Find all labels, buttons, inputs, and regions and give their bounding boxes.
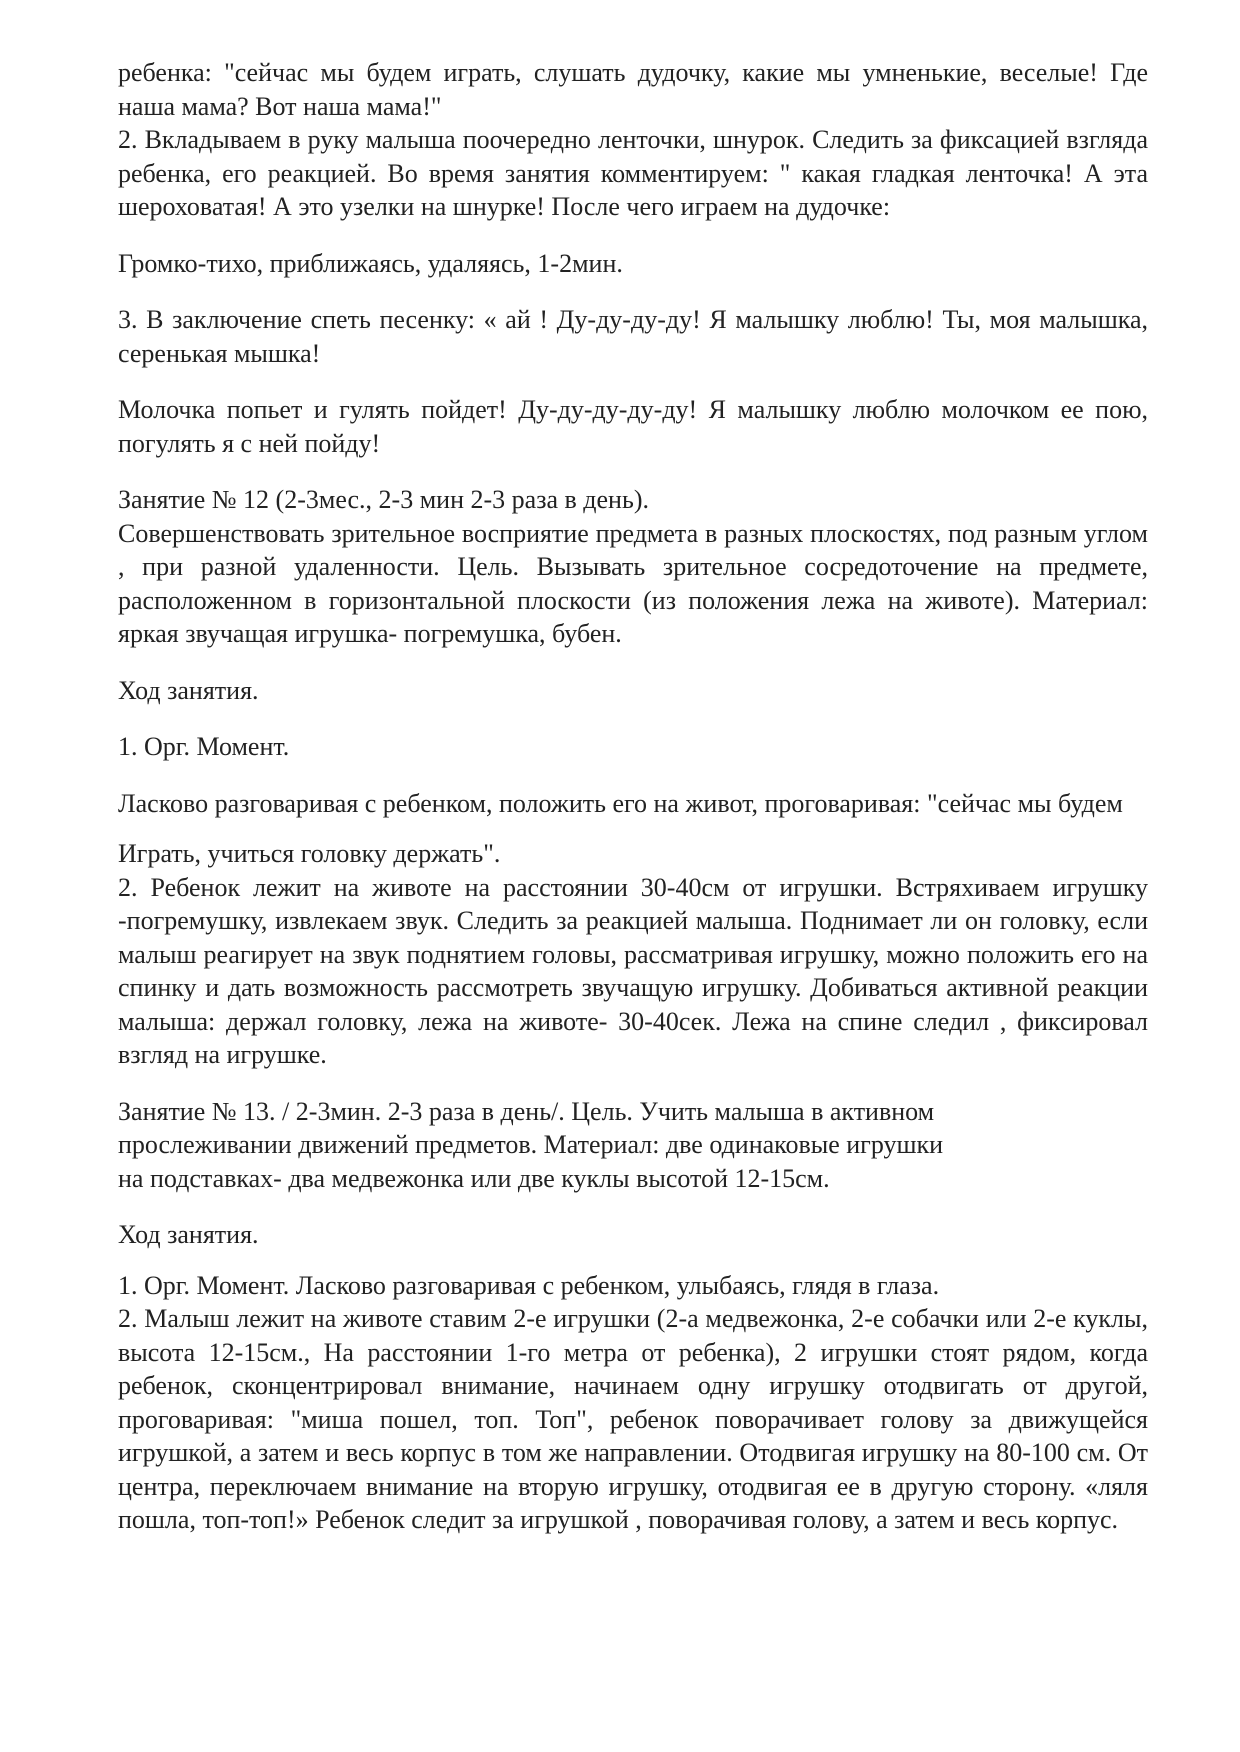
paragraph-lesson-12-speech-cont: Играть, учиться головку держать". [118,839,501,868]
paragraph-lesson-12-step-2: 2. Ребенок лежит на животе на расстоянии 30-40см от игрушки. Встряхиваем игрушку -погремушку, извлекаем звук. Следить за реакцией малыша. Поднимает ли он головку, если малыш реагирует на звук поднятием головы, рассматривая игрушку, можно положить его на спинку и дать возможность рассмотреть звучащую игрушку. Добиваться активной реакции малыша: держал головку, лежа на животе- 30-40сек. Лежа на спине следил , фиксировал взгляд на игрушке. [118,872,1148,1069]
paragraph-lesson-12-speech: Ласково разговаривая с ребенком, положить его на живот, проговаривая: "сейчас мы будем [118,788,1123,818]
lesson-13-heading-line: Занятие № 13. / 2-3мин. 2-3 раза в день/. Цель. Учить малыша в активном [118,1096,935,1126]
paragraph-step-2-ribbons: 2. Вкладываем в руку малыша поочередно ленточки, шнурок. Следить за фиксацией взгляда ребенка, его реакцией. Во время занятия комментируем: " какая гладкая ленточка! А эта шероховатая! А это узелки на шнурке! После чего играем на дудочке: [118,125,1148,221]
paragraph-loud-quiet: Громко-тихо, приближаясь, удаляясь, 1-2мин. [118,248,623,278]
lesson-13-heading [118,1095,1148,1196]
lesson-12-heading: Занятие № 12 (2-3мес., 2-3 мин 2-3 раза в день). [118,485,649,514]
document-page [118,56,1148,1537]
lesson-13-heading-line: прослеживании движений предметов. Материал: две одинаковые игрушки [118,1130,944,1159]
paragraph-lesson-12-goal: Совершенствовать зрительное восприятие предмета в разных плоскостях, под разным углом , при разной удаленности. Цель. Вызывать зрительное сосредоточение на предмете, расположенном в горизонтальной плоскости (из положения лежа на животе). Материал: яркая звучащая игрушка- погремушка, бубен. [118,518,1148,648]
lesson-13-procedure-heading: Ход занятия. [118,1220,259,1249]
lesson-12-step-1: 1. Орг. Момент. [118,732,290,761]
paragraph-lesson-13-step-2: 2. Малыш лежит на животе ставим 2-е игрушки (2-а медвежонка, 2-е собачки или 2-е куклы, высота 12-15см., На расстоянии 1-го метра от ребенка), 2 игрушки стоят рядом, когда ребенок, сконцентрировал внимание, начинаем одну игрушку отодвигать от другой, проговаривая: "миша пошел, топ. Топ", ребенок поворачивает голову за движущейся игрушкой, а затем и весь корпус в том же направлении. Отодвигая игрушку на 80-100 см. От центра, переключаем внимание на вторую игрушку, отодвигая ее в другую сторону. «ляля пошла, топ-топ!» Ребенок следит за игрушкой , поворачивая голову, а затем и весь корпус. [118,1304,1148,1534]
lesson-13-step-1: 1. Орг. Момент. Ласково разговаривая с ребенком, улыбаясь, глядя в глаза. [118,1270,940,1300]
paragraph-intro-speech: ребенка: "сейчас мы будем играть, слушать дудочку, какие мы умненькие, веселые! Где наша мама? Вот наша мама!" [118,58,1148,121]
paragraph-step-3-song: 3. В заключение спеть песенку: « ай ! Ду-ду-ду-ду! Я малышку люблю! Ты, моя малышка, серенькая мышка! [118,305,1148,368]
lesson-12-procedure-heading: Ход занятия. [118,675,259,705]
paragraph-song-continued: Молочка попьет и гулять пойдет! Ду-ду-ду-ду-ду! Я малышку люблю молочком ее пою, погулять я с ней пойду! [118,395,1148,458]
lesson-13-heading-line: на подставках- два медвежонка или две куклы высотой 12-15см. [118,1163,830,1193]
